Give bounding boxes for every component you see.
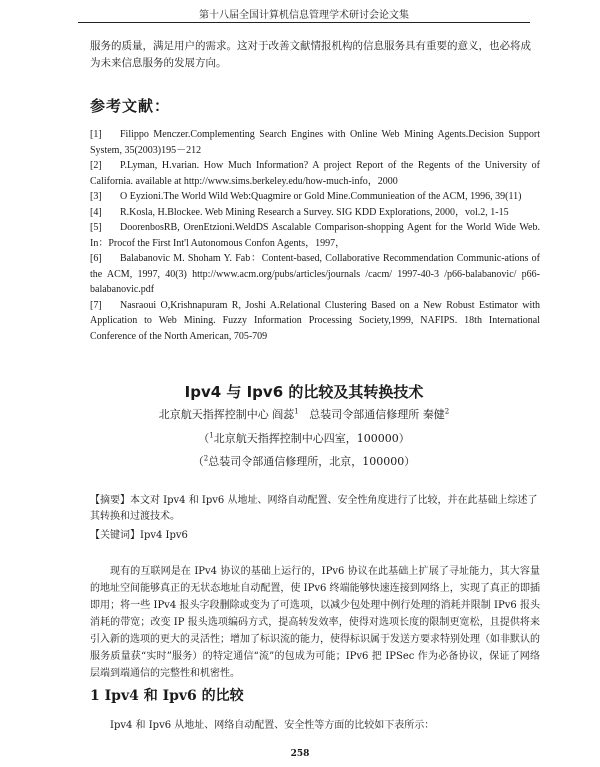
reference-number: [5]: [90, 222, 102, 233]
author-1: 北京航天指挥控制中心 阎蕊: [158, 408, 295, 421]
author-1-marker: 1: [294, 407, 299, 416]
abstract-label: 【摘要】: [90, 495, 130, 506]
affiliation-1-marker: 1: [209, 431, 214, 440]
reference-text: O Eyzioni.The World Wild Web:Quagmire or Gold Mine.Communieation of the ACM, 1996, 39(11): [120, 191, 522, 202]
keywords-label: 【关键词】: [90, 530, 140, 541]
reference-list: [90, 127, 540, 344]
reference-item: [90, 251, 540, 298]
reference-text: Balabanovic M. Shoham Y. Fab：Content-based, Collaborative Recommendation Communic-ations of the ACM, 1997, 40(3) http://www.acm.org/pubs/articles/journals /cacm/ 1997-40-3 /p66-balabanovic/ p66-balabanovic.pdf: [90, 253, 540, 295]
reference-number: [4]: [90, 206, 102, 218]
abstract-text: 本文对 Ipv4 和 Ipv6 从地址、网络自动配置、安全性角度进行了比较，并在此基础上综述了其转换和过渡技术。: [90, 495, 538, 522]
section-1-heading: 1 Ipv4 和 Ipv6 的比较: [90, 688, 244, 704]
affiliation-1-text: 北京航天指挥控制中心四室，100000）: [213, 432, 410, 445]
reference-item: [90, 189, 540, 205]
section-1-text: Ipv4 和 Ipv6 从地址、网络自动配置、安全性等方面的比较如下表所示：: [110, 720, 435, 731]
reference-number: [3]: [90, 191, 102, 202]
intro-paragraph: 服务的质量，满足用户的需求。这对于改善文献情报机构的信息服务具有重要的意义，也必将成为未来信息服务的发展方向。: [90, 40, 531, 69]
author-2: 总装司令部通信修理所 秦健: [309, 408, 445, 421]
reference-text: R.Kosla, H.Blockee. Web Mining Research a Survey. SIG KDD Explorations, 2000，vol.2, 1-15: [120, 206, 509, 218]
body-paragraph: 现有的互联网是在 IPv4 协议的基础上运行的，IPv6 协议在此基础上扩展了寻址能力，其大容量的地址空间能够真正的无状态地址自动配置，使 IPv6 终端能够快速连接到网络上，实现了真正的即插即用；将一些 IPv4 报头字段删除或变为了可选项，以减少包处理中例行处理的消耗并限制 IPv6 报头消耗的带宽；改变 IP 报头选项编码方式，提高转发效率，使得对选项长度的限制更宽松，且提供将来引入新的选项的更大的灵活性；增加了标识流的能力，使得标识属于发送方要求特别处理（如非默认的服务质量获“实时”服务）的特定通信“流”的包成为可能；IPv6 把 IPSec 作为必备协议，保证了网络层端到端通信的完整性和机密性。: [90, 566, 540, 679]
reference-item: [90, 298, 540, 345]
reference-number: [7]: [90, 299, 102, 311]
reference-item: [90, 158, 540, 189]
author-line: [78, 406, 530, 422]
keywords: [90, 528, 540, 544]
header-rule: [78, 22, 530, 23]
page-number: 258: [290, 749, 310, 759]
reference-text: DoorenbosRB, OrenEtzioni.WeldDS Ascalable Comparison-shopping Agent for the World Wide Web. In：Procof the First Int'l Autonomous Confon Agents，1997，: [90, 222, 540, 249]
reference-number: [2]: [90, 160, 102, 171]
reference-text: Nasraoui O,Krishnapuram R, Joshi A.Relational Clustering Based on a New Robust Estimator with Application to Web Mining. Fuzzy Information Processing Society,1999, NAFIPS. 18th International Conference of the North American, 705-709: [90, 299, 540, 342]
reference-text: Filippo Menczer.Complementing Search Engines with Online Web Mining Agents.Decision Support System, 35(2003)195－212: [90, 129, 540, 156]
running-header: 第十八届全国计算机信息管理学术研讨会论文集: [199, 10, 409, 21]
reference-number: [6]: [90, 253, 102, 264]
reference-text: P.Lyman, H.varian. How Much Information? A project Report of the Regents of the University of California. available at http://www.sims.berkeley.edu/how-much-info，2000: [90, 160, 540, 187]
references-heading: 参考文献：: [90, 97, 171, 115]
affiliation-2-text: 总装司令部通信修理所，北京，100000）: [208, 455, 416, 468]
keywords-text: Ipv4 Ipv6: [140, 530, 188, 541]
reference-item: [90, 127, 540, 158]
abstract: [90, 493, 540, 525]
paper-title: Ipv4 与 Ipv6 的比较及其转换技术: [184, 383, 424, 401]
affiliation-2: （$^2$总装司令部通信修理所，北京，100000）: [192, 454, 416, 468]
author-2-marker: 2: [444, 407, 450, 416]
affiliation-2-marker: 2: [203, 454, 209, 463]
affiliation-1: （$^1$北京航天指挥控制中心四室，100000）: [198, 431, 410, 445]
reference-number: [1]: [90, 129, 102, 140]
reference-item: [90, 205, 540, 221]
reference-item: [90, 220, 540, 251]
